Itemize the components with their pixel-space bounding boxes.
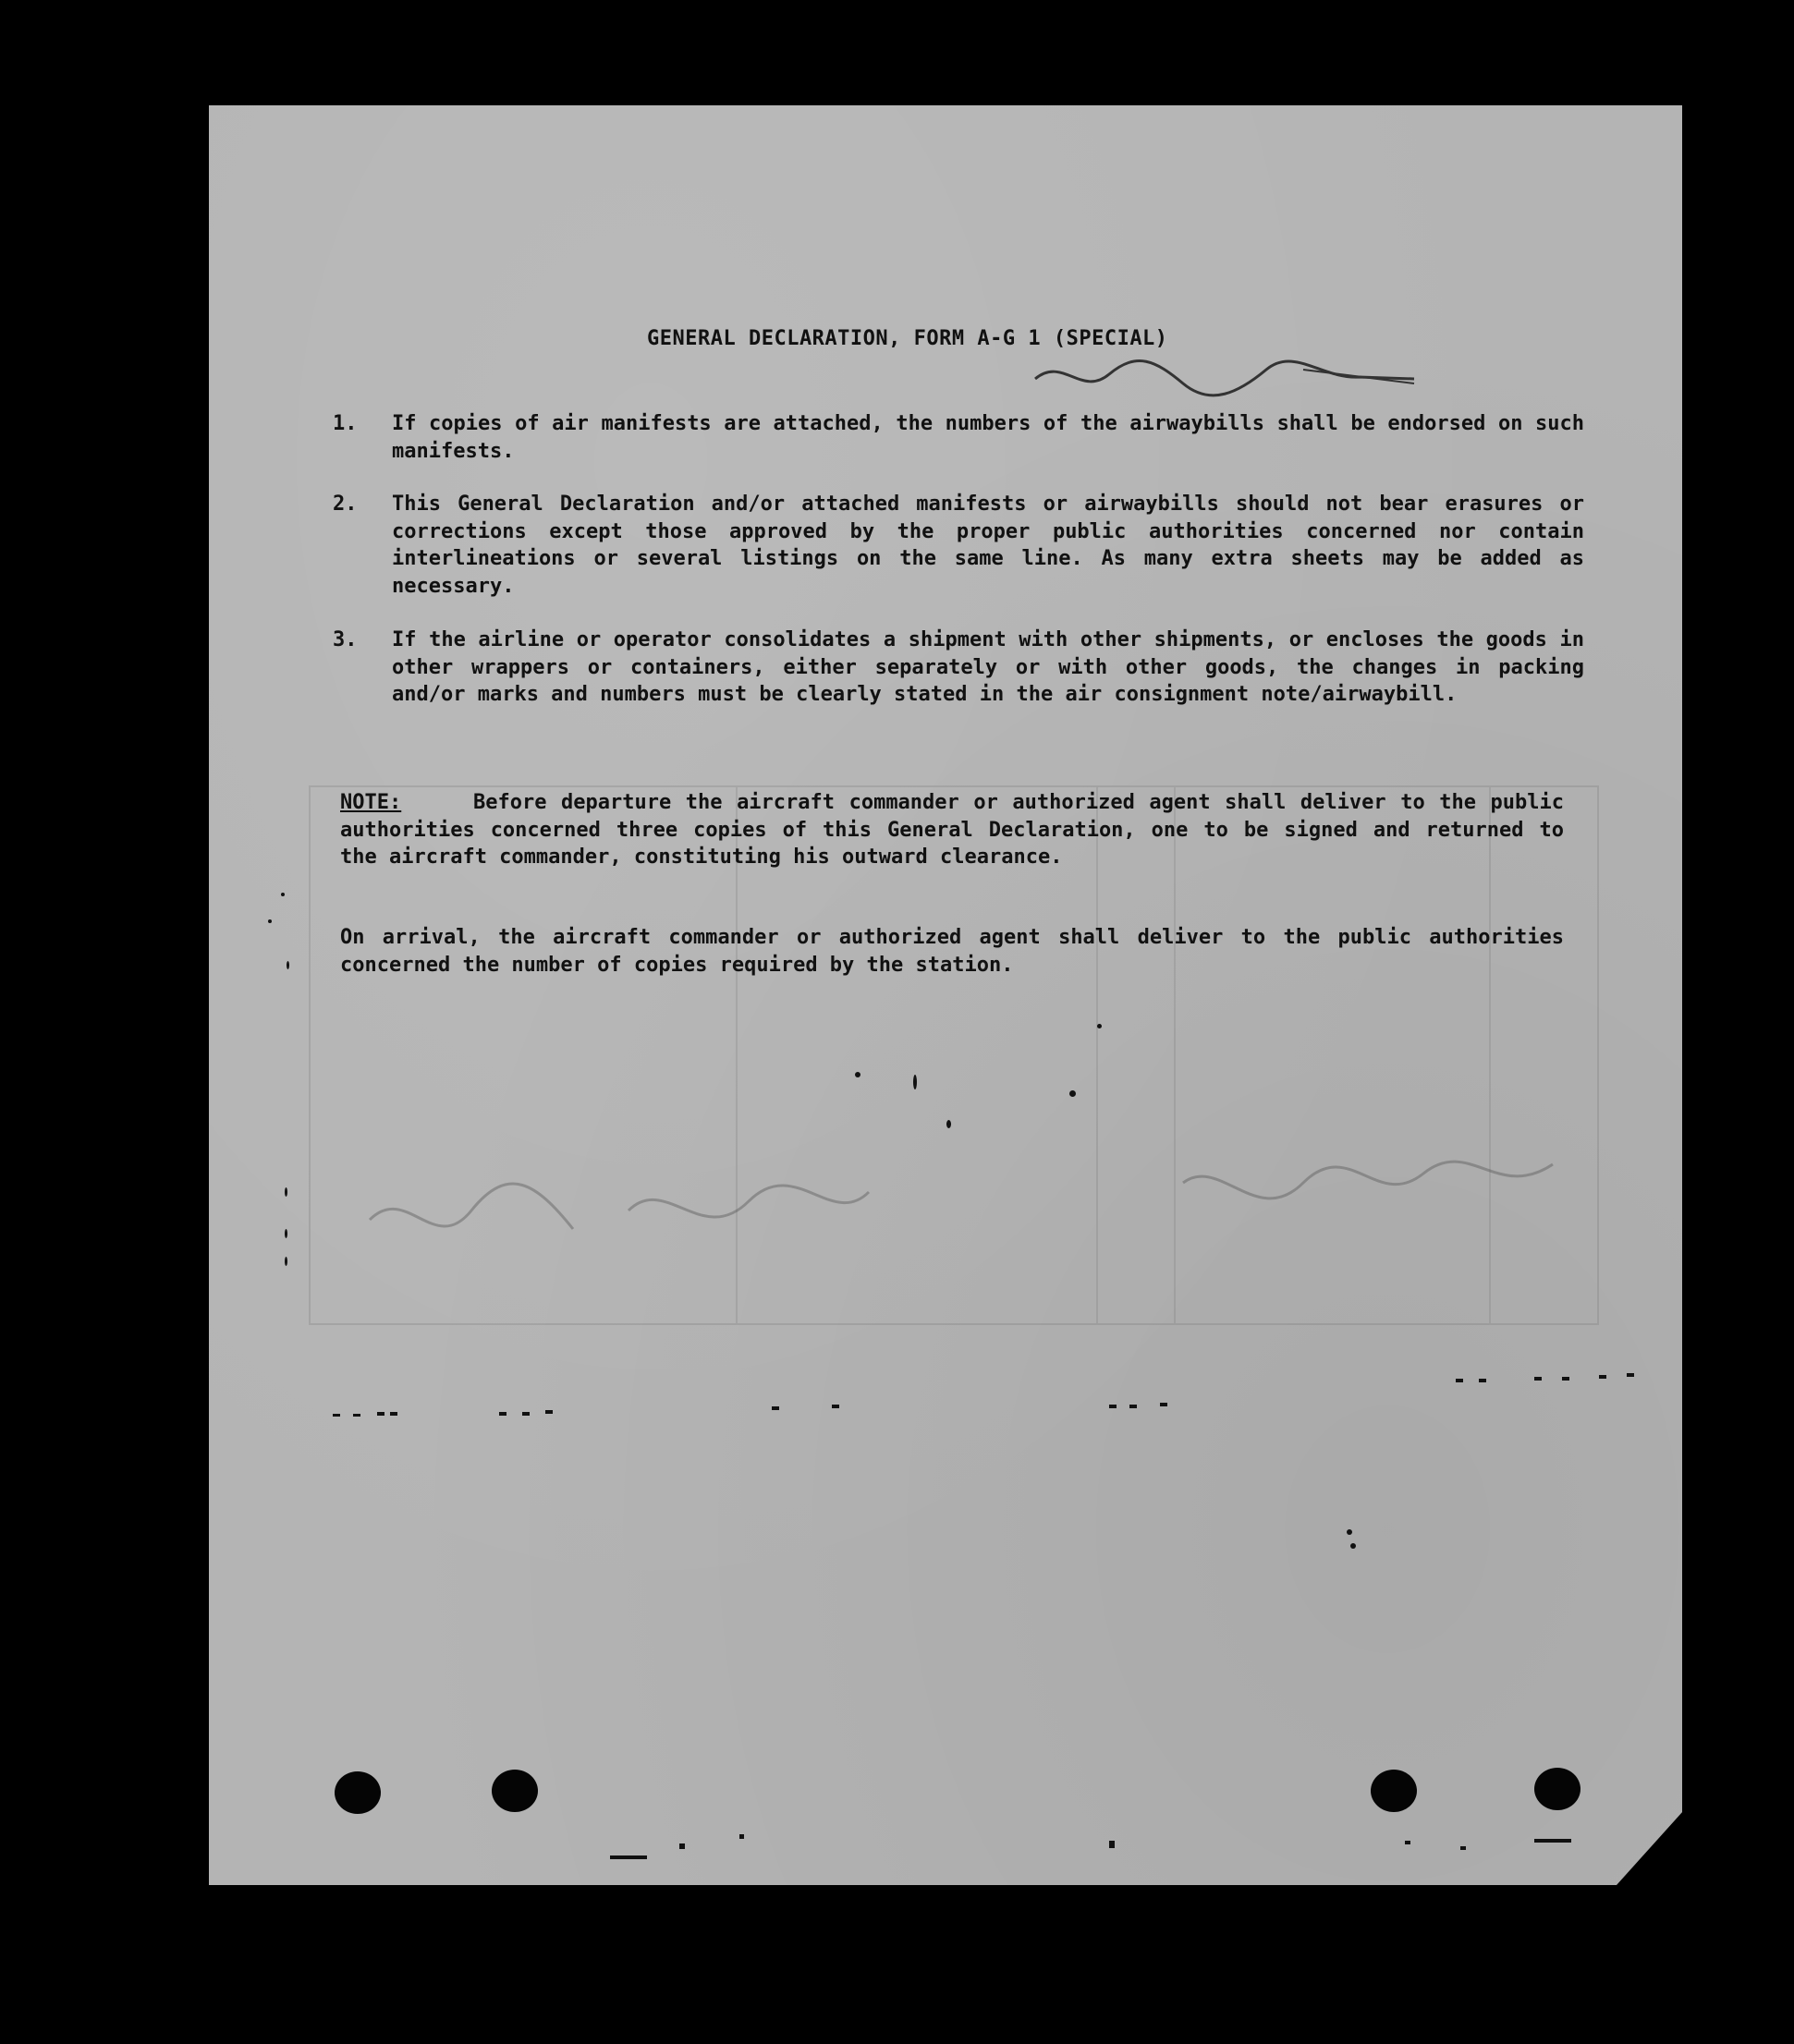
- dust-speck: [285, 1229, 287, 1238]
- item-text: This General Declaration and/or attached manifests or airwaybills should not bear erasures or corrections except those approved by the proper public authorities concerned nor contain interlineations or several listings on the same line. As many extra sheets may be added as necessary.: [392, 493, 1584, 598]
- dust-speck: [285, 1187, 287, 1197]
- dust-speck: [855, 1072, 860, 1077]
- dust-speck: [1097, 1024, 1102, 1028]
- item-text: If copies of air manifests are attached, the numbers of the airwaybills shall be endorsed on such manifests.: [392, 412, 1584, 463]
- dust-speck: [1350, 1543, 1356, 1549]
- faint-signature: [351, 1146, 1645, 1294]
- arrival-paragraph: On arrival, the aircraft commander or authorized agent shall deliver to the public authorities concerned the number of copies required by the station.: [340, 926, 1564, 977]
- handwritten-initials: [1026, 351, 1433, 407]
- dust-speck: [268, 919, 272, 923]
- dust-speck: [285, 1257, 287, 1266]
- note-paragraph: [340, 789, 1564, 871]
- dotted-marks: [333, 1368, 1682, 1423]
- item-number: 2.: [333, 493, 358, 516]
- item-number: 3.: [333, 628, 358, 651]
- punch-hole: [492, 1770, 538, 1812]
- dust-speck: [1347, 1529, 1352, 1535]
- dust-speck: [1069, 1090, 1076, 1097]
- dust-speck: [281, 893, 285, 896]
- page-corner-cut: [1608, 1802, 1691, 1894]
- dust-speck: [946, 1120, 951, 1128]
- dust-speck: [913, 1075, 917, 1089]
- item-text: If the airline or operator consolidates a shipment with other shipments, or encloses the goods in other wrappers or containers, either separately or with other goods, the changes in packing and/or marks and numbers must be clearly stated in the air consignment note/airwaybill.: [392, 628, 1584, 706]
- dust-speck: [287, 961, 289, 969]
- item-number: 1.: [333, 412, 358, 435]
- punch-hole: [335, 1771, 381, 1814]
- bottom-marks: [592, 1802, 1664, 1876]
- note-text: Before departure the aircraft commander or authorized agent shall deliver to the public authorities concerned three copies of this General Declaration, one to be signed and returned to the aircraft commander, constituting his outward clearance.: [340, 791, 1564, 869]
- note-label: NOTE:: [340, 791, 402, 814]
- document-title: GENERAL DECLARATION, FORM A-G 1 (SPECIAL): [647, 327, 1168, 350]
